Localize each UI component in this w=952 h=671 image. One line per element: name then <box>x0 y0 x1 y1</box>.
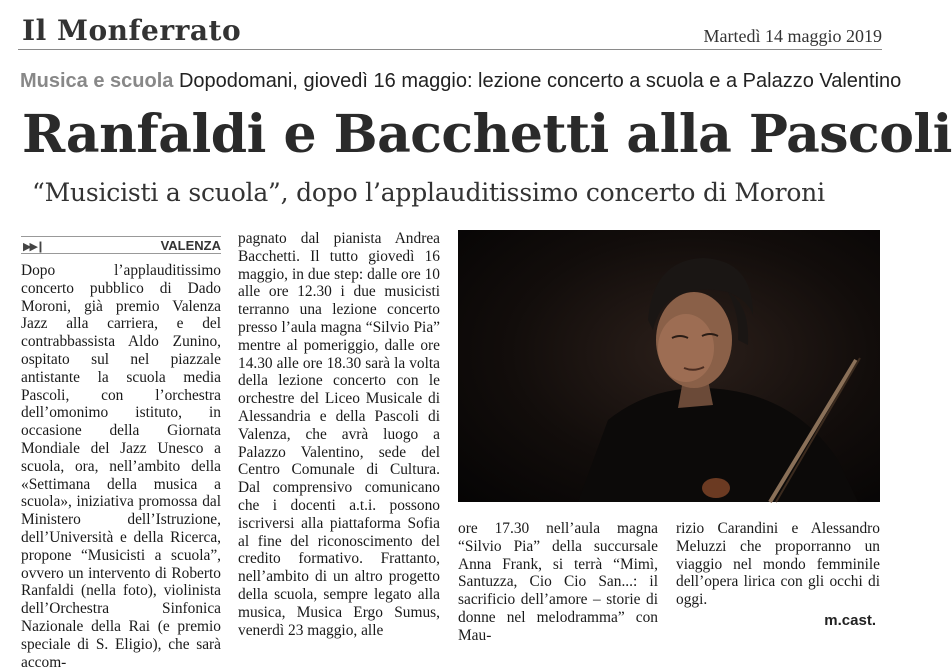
headline: Ranfaldi e Bacchetti alla Pascoli <box>22 104 952 165</box>
article-column-4 <box>676 520 880 609</box>
section-label: Musica e scuola <box>20 70 174 92</box>
article-text: Dopo l’applauditissimo concerto pubblico di Dado Moroni, già premio Valenza Jazz alla carriera, e del contrabbassista Aldo Zunino, ospitato sul nel piazzale antistante la scuola media Pascoli, con l’orchestra dell’omonimo istituto, in occasione della Giornata Mondiale del Jazz Unesco a scuola, ora, nell’ambito della «Settimana della musica a scuola», iniziativa promossa dal Ministero dell’Istruzione, dell’Università e della Ricerca, propone “Musicisti a scuola”, ovvero un intervento di Roberto Ranfaldi (nella foto), violinista dell’Orchestra Sinfonica Nazionale della Rai (e premio speciale di S. Eligio), che sarà accom- <box>21 262 221 671</box>
article-column-1 <box>21 262 221 671</box>
author-signature: m.cast. <box>824 612 876 629</box>
location-strip <box>21 236 221 254</box>
kicker-text: Dopodomani, giovedì 16 maggio: lezione concerto a scuola e a Palazzo Valentino <box>178 70 902 92</box>
article-column-2 <box>238 230 440 639</box>
newspaper-name: Il Monferrato <box>22 14 242 47</box>
musician-photo <box>458 230 880 502</box>
article-text: ore 17.30 nell’aula magna “Silvio Pia” della succursale Anna Frank, si terrà “Mimì, Santuzza, Cio Cio San...: il sacrificio dell’amore – storie di donne nel melodramma” con Mau- <box>458 520 658 644</box>
masthead <box>18 10 882 50</box>
issue-date: Martedì 14 maggio 2019 <box>703 26 882 46</box>
article-column-3 <box>458 520 658 645</box>
violinist-illustration <box>458 230 880 502</box>
article-text: pagnato dal pianista Andrea Bacchetti. Il tutto giovedì 16 maggio, in due step: dalle ore 10 alle ore 12.30 i due musicisti terranno una lezione concerto presso l’aula magna “Silvio Pia” mentre al pomeriggio, dalle ore 14.30 alle ore 18.30 sarà la volta della lezione concerto con le orchestre del Liceo Musicale di Alessandria e della Pascoli di Valenza, che avrà luogo a Palazzo Valentino, sede del Centro Comunale di Cultura. Dal comprensivo comunicano che i docenti a.t.i. possono iscriversi alla piattaforma Sofia al fine del riconoscimento del credito formativo. Frattanto, nell’ambito di un altro progetto della scuola, sempre legato alla musica, Musica Ergo Sumus, venerdì 23 maggio, alle <box>238 230 440 639</box>
fast-forward-icon: ▶▶❙ <box>23 240 44 253</box>
subheadline: “Musicisti a scuola”, dopo l’applauditissimo concerto di Moroni <box>32 178 825 207</box>
article-text: rizio Carandini e Alessandro Meluzzi che proporranno un viaggio nel mondo femminile dell’opera lirica con gli occhi di oggi. <box>676 520 880 609</box>
kicker-line <box>20 70 902 93</box>
location-label: VALENZA <box>160 238 221 253</box>
